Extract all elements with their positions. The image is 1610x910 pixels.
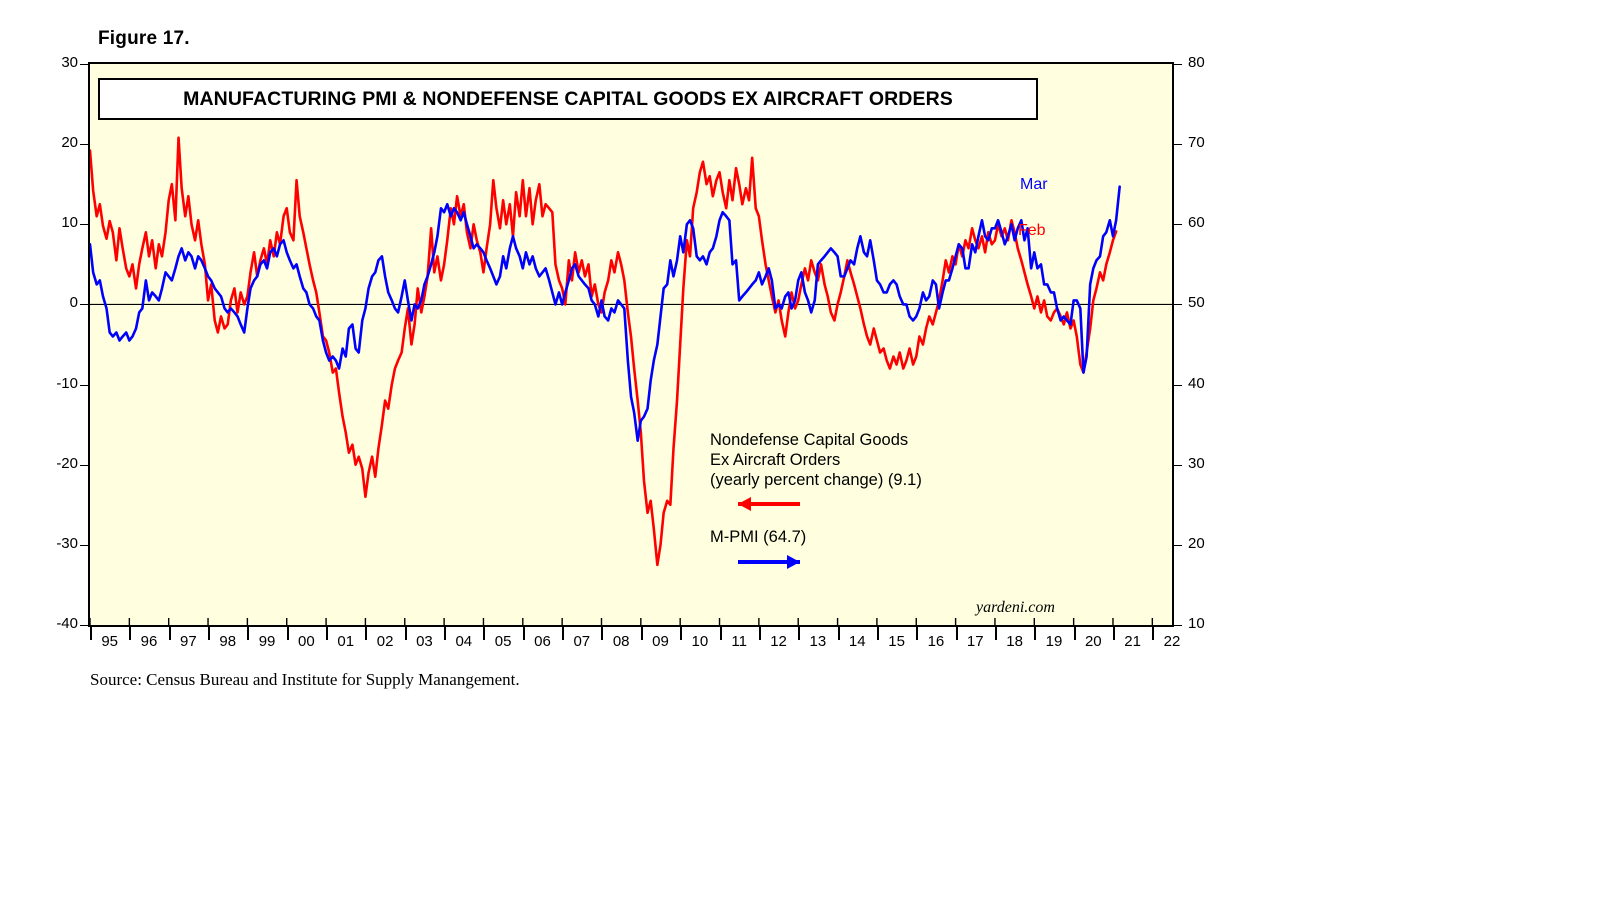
left-axis-tick — [80, 545, 88, 546]
x-axis-tick — [169, 627, 171, 640]
x-axis-tick-label: 99 — [258, 633, 276, 650]
orders-endpoint-label: Feb — [1018, 222, 1046, 239]
x-axis-tick — [483, 627, 485, 640]
left-axis-tick — [80, 304, 88, 305]
chart-plot-area — [88, 62, 1174, 627]
pmi-endpoint-label: Mar — [1020, 176, 1048, 193]
x-axis-tick — [1113, 627, 1115, 640]
x-axis-tick — [601, 627, 603, 640]
x-axis-tick-label: 22 — [1163, 633, 1181, 650]
x-axis-tick-label: 04 — [455, 633, 473, 650]
right-axis-tick-label: 80 — [1188, 54, 1205, 71]
legend-orders-line2: Ex Aircraft Orders — [710, 451, 841, 469]
x-axis-tick-label: 02 — [376, 633, 394, 650]
x-axis-tick-label: 05 — [494, 633, 512, 650]
x-axis-tick-label: 13 — [809, 633, 827, 650]
right-axis-tick — [1174, 144, 1182, 145]
left-axis-tick — [80, 64, 88, 65]
x-axis-tick-label: 06 — [534, 633, 551, 650]
x-axis-tick — [129, 627, 131, 640]
x-axis-tick — [287, 627, 289, 640]
right-axis-tick — [1174, 465, 1182, 466]
x-axis-tick — [90, 627, 92, 640]
legend-orders-arrow-head — [738, 497, 751, 511]
x-axis-tick-label: 10 — [691, 633, 709, 650]
right-axis-tick-label: 50 — [1188, 294, 1205, 312]
x-axis-tick-label: 03 — [416, 633, 433, 650]
right-axis-tick — [1174, 545, 1182, 546]
x-axis-tick — [208, 627, 210, 640]
x-axis-tick — [365, 627, 367, 640]
left-axis-tick-label: 10 — [61, 214, 78, 232]
x-axis-tick — [798, 627, 800, 640]
right-axis-tick — [1174, 64, 1182, 65]
left-axis-tick — [80, 625, 88, 626]
left-axis-tick — [80, 224, 88, 225]
legend-pmi-line1: M-PMI (64.7) — [710, 528, 807, 546]
series-orders-line — [90, 138, 1116, 565]
left-axis-tick — [80, 144, 88, 145]
right-axis-tick-label: 40 — [1188, 374, 1205, 392]
series-pmi-line — [90, 187, 1120, 441]
figure-label: Figure 17. — [98, 28, 190, 49]
right-axis-tick-label: 10 — [1188, 615, 1205, 632]
x-axis-tick-label: 01 — [337, 633, 355, 650]
x-axis-tick-label: 08 — [612, 633, 630, 650]
x-axis-tick — [523, 627, 525, 640]
left-axis-tick-label: 0 — [69, 294, 78, 312]
left-axis-tick-label: 30 — [61, 54, 78, 71]
x-axis-tick-label: 19 — [1045, 633, 1063, 650]
right-axis-tick — [1174, 304, 1182, 305]
x-axis-tick-label: 09 — [652, 633, 669, 650]
chart-title: MANUFACTURING PMI & NONDEFENSE CAPITAL GOODS EX AIRCRAFT ORDERS — [183, 87, 953, 110]
chart-title-box — [98, 78, 1038, 120]
watermark: yardeni.com — [976, 599, 1055, 616]
x-axis-tick — [720, 627, 722, 640]
x-axis-tick-label: 00 — [298, 633, 315, 650]
x-axis-tick — [1034, 627, 1036, 640]
x-axis-tick-label: 98 — [219, 633, 237, 650]
right-axis-tick — [1174, 224, 1182, 225]
x-axis-tick-label: 16 — [927, 633, 945, 650]
x-axis-tick-label: 17 — [966, 633, 984, 650]
x-axis-tick-label: 20 — [1084, 633, 1102, 650]
right-axis-tick — [1174, 385, 1182, 386]
x-axis-tick — [956, 627, 958, 640]
left-axis-tick-label: -20 — [56, 454, 78, 472]
x-axis-tick-label: 21 — [1124, 633, 1141, 650]
chart-svg — [90, 64, 1172, 625]
x-axis-tick-label: 96 — [140, 633, 158, 650]
right-axis-tick-label: 30 — [1188, 454, 1205, 472]
x-axis-tick — [838, 627, 840, 640]
x-axis-tick — [680, 627, 682, 640]
x-axis-tick-label: 14 — [848, 633, 866, 650]
left-axis-tick-label: -40 — [56, 615, 78, 632]
left-axis-tick-label: 20 — [61, 134, 78, 152]
x-axis-tick — [759, 627, 761, 640]
x-axis-tick-label: 18 — [1006, 633, 1023, 650]
x-axis-tick — [444, 627, 446, 640]
x-axis-tick-label: 15 — [888, 633, 905, 650]
right-axis-tick-label: 60 — [1188, 214, 1205, 232]
right-axis-tick-label: 70 — [1188, 134, 1205, 152]
x-axis-tick-label: 12 — [770, 633, 787, 650]
left-axis-tick-label: -30 — [56, 534, 78, 552]
x-axis-tick — [1152, 627, 1154, 640]
x-axis-tick — [877, 627, 879, 640]
legend-pmi-arrow-head — [787, 555, 800, 569]
x-axis-tick — [405, 627, 407, 640]
x-axis-tick-label: 97 — [180, 633, 197, 650]
x-axis-tick — [1074, 627, 1076, 640]
x-axis-tick — [995, 627, 997, 640]
x-axis-tick-label: 95 — [101, 633, 119, 650]
right-axis-tick-label: 20 — [1188, 534, 1205, 552]
left-axis-tick — [80, 385, 88, 386]
x-axis-tick-label: 11 — [731, 633, 747, 650]
left-axis-tick-label: -10 — [56, 374, 78, 392]
x-axis-tick — [641, 627, 643, 640]
x-axis-tick — [326, 627, 328, 640]
legend-orders-line3: (yearly percent change) (9.1) — [710, 471, 922, 489]
source-note: Source: Census Bureau and Institute for Supply Manangement. — [90, 670, 520, 689]
right-axis-tick — [1174, 625, 1182, 626]
x-axis-tick — [916, 627, 918, 640]
legend-orders-line1: Nondefense Capital Goods — [710, 431, 909, 449]
x-axis-tick-label: 07 — [573, 633, 591, 650]
x-axis-tick — [562, 627, 564, 640]
x-axis-tick — [247, 627, 249, 640]
left-axis-tick — [80, 465, 88, 466]
